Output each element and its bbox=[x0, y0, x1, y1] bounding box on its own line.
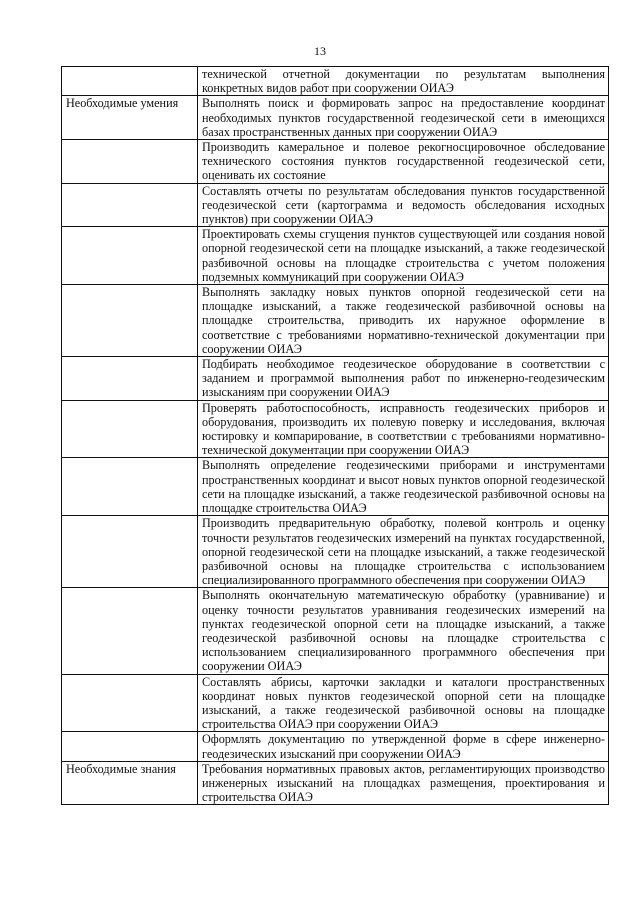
row-text: Производить предварительную обработку, полевой контроль и оценку точности результатов геодезических измерений на пунктах государственной, опорной геодезической сети на площадке изысканий, а также геодезической разбивочной основы на площадке строительства с использованием специализированного программного обеспечения при сооружении ОИАЭ bbox=[198, 516, 609, 588]
requirements-table bbox=[61, 66, 609, 805]
table-row bbox=[62, 674, 609, 732]
table-row bbox=[62, 400, 609, 458]
table-row bbox=[62, 67, 609, 96]
row-label: Необходимые умения bbox=[62, 96, 198, 140]
row-text: Проектировать схемы сгущения пунктов существующей или создания новой опорной геодезической сети на площадке изысканий, а также геодезической разбивочной основы на площадке строительства с учетом положения подземных коммуникаций при сооружении ОИАЭ bbox=[198, 227, 609, 285]
row-text: Проверять работоспособность, исправность геодезических приборов и оборудования, производить их полевую поверку и исследования, включая юстировку и компарирование, в соответствии с требованиями нормативно-технической документации при сооружении ОИАЭ bbox=[198, 400, 609, 458]
table-row bbox=[62, 732, 609, 761]
row-text: Требования нормативных правовых актов, регламентирующих производство инженерных изысканий на площадках размещения, проектирования и строительства ОИАЭ bbox=[198, 761, 609, 805]
table-row bbox=[62, 140, 609, 184]
row-label bbox=[62, 674, 198, 732]
row-label bbox=[62, 400, 198, 458]
row-label bbox=[62, 458, 198, 516]
table-row bbox=[62, 516, 609, 588]
row-text: Составлять абрисы, карточки закладки и каталоги пространственных координат новых пунктов геодезической опорной сети на площадке изысканий, а также геодезической разбивочной основы на площадке строительства ОИАЭ при сооружении ОИАЭ bbox=[198, 674, 609, 732]
row-text: Выполнять окончательную математическую обработку (уравнивание) и оценку точности результатов уравнивания геодезических измерений на пунктах геодезической опорной сети на площадке изысканий, а также геодезической разбивочной основы на площадке строительства с использованием специализированного программного обеспечения при сооружении ОИАЭ bbox=[198, 588, 609, 674]
row-text: Оформлять документацию по утвержденной форме в сфере инженерно-геодезических изысканий при сооружении ОИАЭ bbox=[198, 732, 609, 761]
row-label bbox=[62, 732, 198, 761]
row-label: Необходимые знания bbox=[62, 761, 198, 805]
row-text: Выполнять определение геодезическими приборами и инструментами пространственных координат и высот новых пунктов опорной геодезической сети на площадке изысканий, а также геодезической разбивочной основы на площадке строительства ОИАЭ bbox=[198, 458, 609, 516]
row-label bbox=[62, 588, 198, 674]
row-text: Выполнять поиск и формировать запрос на предоставление координат необходимых пунктов государственной геодезической сети в имеющихся базах пространственных данных при сооружении ОИАЭ bbox=[198, 96, 609, 140]
table-row bbox=[62, 761, 609, 805]
row-label bbox=[62, 140, 198, 184]
table-row bbox=[62, 588, 609, 674]
row-label bbox=[62, 227, 198, 285]
table-row bbox=[62, 227, 609, 285]
row-label bbox=[62, 67, 198, 96]
row-text: Составлять отчеты по результатам обследования пунктов государственной геодезической сети (картограмма и ведомость обследования исходных пунктов) при сооружении ОИАЭ bbox=[198, 183, 609, 227]
row-text: Выполнять закладку новых пунктов опорной геодезической сети на площадке изысканий, а также геодезической разбивочной основы на площадке строительства, приводить их наружное оформление в соответствие с требованиями нормативно-технической документации при сооружении ОИАЭ bbox=[198, 285, 609, 357]
row-text: Подбирать необходимое геодезическое оборудование в соответствии с заданием и программой выполнения работ по инженерно-геодезическим изысканиям при сооружении ОИАЭ bbox=[198, 357, 609, 401]
table-row bbox=[62, 285, 609, 357]
table-row bbox=[62, 357, 609, 401]
table-row bbox=[62, 183, 609, 227]
table-row bbox=[62, 96, 609, 140]
page-number: 13 bbox=[314, 44, 326, 58]
row-label bbox=[62, 183, 198, 227]
row-label bbox=[62, 516, 198, 588]
row-label bbox=[62, 285, 198, 357]
table-row bbox=[62, 458, 609, 516]
row-label bbox=[62, 357, 198, 401]
row-text: Производить камеральное и полевое рекогносцировочное обследование технического состояния пунктов государственной геодезической сети, оценивать их состояние bbox=[198, 140, 609, 184]
row-text: технической отчетной документации по результатам выполнения конкретных видов работ при сооружении ОИАЭ bbox=[198, 67, 609, 96]
